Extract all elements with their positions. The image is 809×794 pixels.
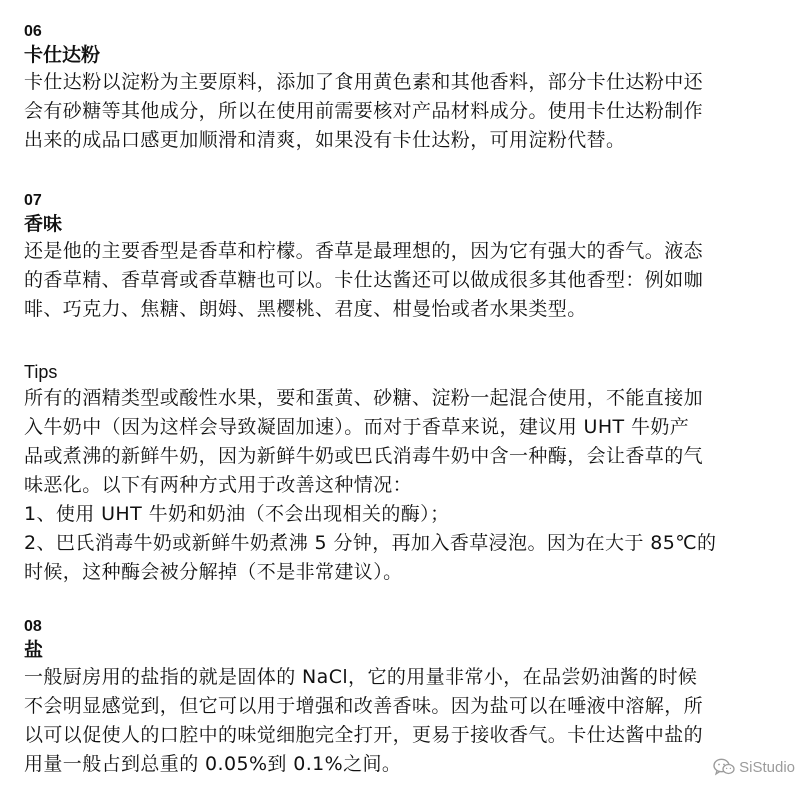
body-line: 以可以促使人的口腔中的味觉细胞完全打开，更易于接收香气。卡仕达酱中盐的 <box>24 724 704 746</box>
section-body <box>24 68 784 155</box>
body-line: 不会明显感觉到，但它可以用于增强和改善香味。因为盐可以在唾液中溶解，所 <box>24 695 704 717</box>
body-line: 的香草精、香草膏或香草糖也可以。卡仕达酱还可以做成很多其他香型：例如咖 <box>24 269 704 291</box>
section-body <box>24 663 784 779</box>
body-line: 还是他的主要香型是香草和柠檬。香草是最理想的，因为它有强大的香气。液态 <box>24 240 704 262</box>
section-07 <box>24 189 784 324</box>
body-line: 时候，这种酶会被分解掉（不是非常建议）。 <box>24 561 403 583</box>
section-number: 08 <box>24 618 42 635</box>
watermark <box>713 758 795 776</box>
body-line: 卡仕达粉以淀粉为主要原料，添加了食用黄色素和其他香料，部分卡仕达粉中还 <box>24 71 704 93</box>
tips-label: Tips <box>24 362 58 382</box>
section-06 <box>24 20 784 155</box>
watermark-text: SiStudio <box>739 758 795 776</box>
tips-section <box>24 360 784 587</box>
body-line: 1、使用 UHT 牛奶和奶油（不会出现相关的酶）； <box>24 503 450 525</box>
body-line: 味恶化。以下有两种方式用于改善这种情况： <box>24 474 413 496</box>
section-title: 卡仕达粉 <box>24 44 101 66</box>
body-line: 用量一般占到总重的 0.05%到 0.1%之间。 <box>24 753 402 775</box>
section-08 <box>24 615 784 779</box>
body-line: 品或煮沸的新鲜牛奶，因为新鲜牛奶或巴氏消毒牛奶中含一种酶，会让香草的气 <box>24 445 704 467</box>
body-line: 所有的酒精类型或酸性水果，要和蛋黄、砂糖、淀粉一起混合使用，不能直接加 <box>24 387 704 409</box>
body-line: 一般厨房用的盐指的就是固体的 NaCl，它的用量非常小，在品尝奶油酱的时候 <box>24 666 698 688</box>
body-line: 2、巴氏消毒牛奶或新鲜牛奶煮沸 5 分钟，再加入香草浸泡。因为在大于 85℃的 <box>24 532 717 554</box>
section-number: 07 <box>24 192 42 209</box>
body-line: 会有砂糖等其他成分，所以在使用前需要核对产品材料成分。使用卡仕达粉制作 <box>24 100 704 122</box>
section-title: 盐 <box>24 639 44 661</box>
section-title: 香味 <box>24 213 63 235</box>
body-line: 出来的成品口感更加顺滑和清爽，如果没有卡仕达粉，可用淀粉代替。 <box>24 129 626 151</box>
body-line: 啡、巧克力、焦糖、朗姆、黑樱桃、君度、柑曼怡或者水果类型。 <box>24 298 587 320</box>
wechat-icon <box>713 758 735 776</box>
section-number: 06 <box>24 23 42 40</box>
tips-body <box>24 384 784 587</box>
body-line: 入牛奶中（因为这样会导致凝固加速）。而对于香草来说，建议用 UHT 牛奶产 <box>24 416 690 438</box>
section-body <box>24 237 784 324</box>
